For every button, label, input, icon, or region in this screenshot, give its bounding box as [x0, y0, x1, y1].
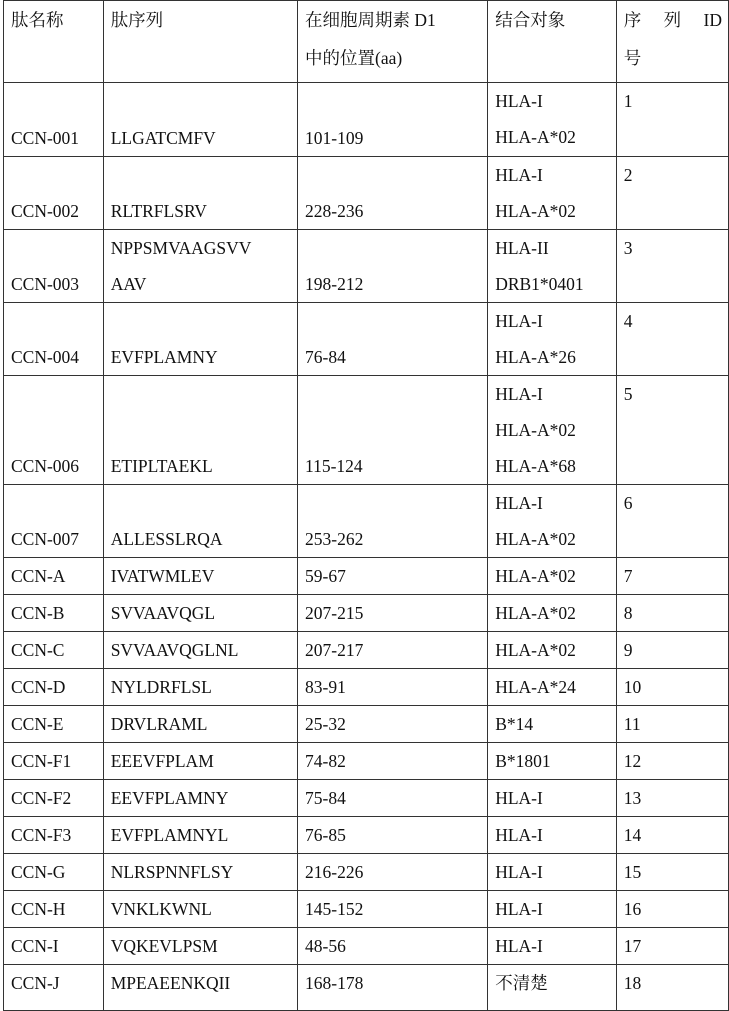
peptide-sequence-cell-text: VNKLKWNL	[111, 891, 291, 927]
peptide-sequence-cell-text: EVFPLAMNYL	[111, 817, 291, 853]
seq-id-cell	[616, 595, 728, 632]
peptide-sequence-cell-text: EEVFPLAMNY	[111, 780, 291, 816]
seq-id-cell-text: 2	[624, 157, 722, 193]
seq-id-cell-text: 4	[624, 303, 722, 339]
table-row	[4, 891, 729, 928]
seq-id-cell-text: 13	[624, 780, 722, 816]
position-cell-text: 207-215	[305, 595, 481, 631]
peptide-name-cell	[4, 706, 104, 743]
position-cell	[298, 230, 488, 303]
position-cell-text: 198-212	[305, 266, 481, 302]
peptide-sequence-cell-text: DRVLRAML	[111, 706, 291, 742]
table-row	[4, 965, 729, 1011]
peptide-sequence-cell-text: LLGATCMFV	[111, 120, 291, 156]
peptide-name-cell	[4, 485, 104, 558]
table-row	[4, 303, 729, 376]
seq-id-cell	[616, 376, 728, 485]
binding-target-cell-text: B*1801	[495, 743, 610, 779]
peptide-sequence-cell	[103, 632, 297, 669]
position-cell	[298, 157, 488, 230]
seq-id-cell-text: 15	[624, 854, 722, 890]
header-text: 结合对象	[495, 1, 610, 39]
binding-target-cell-text: HLA-A*02	[495, 595, 610, 631]
peptide-name-cell-text: CCN-I	[11, 928, 97, 964]
binding-target-cell	[488, 303, 617, 376]
binding-target-cell	[488, 743, 617, 780]
table-row	[4, 558, 729, 595]
table-row	[4, 595, 729, 632]
peptide-sequence-cell	[103, 157, 297, 230]
binding-target-cell	[488, 891, 617, 928]
seq-id-cell-text: 3	[624, 230, 722, 266]
peptide-sequence-cell	[103, 230, 297, 303]
peptide-name-cell-text: CCN-001	[11, 120, 97, 156]
peptide-table	[3, 0, 729, 1011]
peptide-name-cell	[4, 303, 104, 376]
position-cell	[298, 669, 488, 706]
position-cell-text: 216-226	[305, 854, 481, 890]
seq-id-cell	[616, 780, 728, 817]
position-cell	[298, 817, 488, 854]
position-cell-text: 228-236	[305, 193, 481, 229]
binding-target-cell-text: HLA-I	[495, 376, 610, 412]
header-text: 在细胞周期素 D1	[305, 1, 481, 39]
peptide-sequence-cell	[103, 928, 297, 965]
peptide-sequence-cell	[103, 854, 297, 891]
position-cell	[298, 928, 488, 965]
binding-target-cell-text: 不清楚	[495, 965, 610, 1001]
binding-target-cell	[488, 632, 617, 669]
peptide-sequence-cell-text: IVATWMLEV	[111, 558, 291, 594]
peptide-name-cell	[4, 157, 104, 230]
peptide-name-cell	[4, 595, 104, 632]
position-cell	[298, 632, 488, 669]
binding-target-cell-text: HLA-A*02	[495, 119, 610, 155]
binding-target-cell-text: HLA-A*02	[495, 632, 610, 668]
peptide-name-cell-text: CCN-F3	[11, 817, 97, 853]
peptide-name-cell	[4, 743, 104, 780]
binding-target-cell	[488, 83, 617, 157]
peptide-name-cell-text: CCN-002	[11, 193, 97, 229]
peptide-name-cell-text: CCN-F1	[11, 743, 97, 779]
binding-target-cell-text: HLA-I	[495, 928, 610, 964]
header-binding-target	[488, 1, 617, 83]
binding-target-cell	[488, 854, 617, 891]
position-cell-text: 25-32	[305, 706, 481, 742]
position-cell-text: 76-84	[305, 339, 481, 375]
table-row	[4, 928, 729, 965]
seq-id-cell	[616, 706, 728, 743]
peptide-name-cell-text: CCN-G	[11, 854, 97, 890]
peptide-name-cell-text: CCN-D	[11, 669, 97, 705]
seq-id-cell-text: 16	[624, 891, 722, 927]
binding-target-cell	[488, 157, 617, 230]
table-row	[4, 706, 729, 743]
peptide-sequence-cell-text: ALLESSLRQA	[111, 521, 291, 557]
seq-id-cell	[616, 854, 728, 891]
peptide-name-cell-text: CCN-006	[11, 448, 97, 484]
binding-target-cell-text: HLA-II	[495, 230, 610, 266]
table-row	[4, 83, 729, 157]
peptide-name-cell	[4, 669, 104, 706]
seq-id-cell-text: 11	[624, 706, 722, 742]
peptide-sequence-cell-text: NLRSPNNFLSY	[111, 854, 291, 890]
position-cell	[298, 965, 488, 1011]
position-cell	[298, 891, 488, 928]
seq-id-cell-text: 7	[624, 558, 722, 594]
seq-id-cell	[616, 157, 728, 230]
peptide-sequence-cell-text: EEEVFPLAM	[111, 743, 291, 779]
peptide-name-cell	[4, 965, 104, 1011]
position-cell	[298, 485, 488, 558]
binding-target-cell-text: HLA-I	[495, 303, 610, 339]
peptide-name-cell-text: CCN-H	[11, 891, 97, 927]
seq-id-cell	[616, 891, 728, 928]
seq-id-cell-text: 5	[624, 376, 722, 412]
peptide-name-cell-text: CCN-C	[11, 632, 97, 668]
binding-target-cell-text: HLA-A*02	[495, 193, 610, 229]
table-row	[4, 780, 729, 817]
peptide-name-cell-text: CCN-J	[11, 965, 97, 1001]
position-cell	[298, 83, 488, 157]
binding-target-cell-text: DRB1*0401	[495, 266, 610, 302]
peptide-name-cell-text: CCN-004	[11, 339, 97, 375]
binding-target-cell-text: HLA-I	[495, 817, 610, 853]
binding-target-cell	[488, 230, 617, 303]
seq-id-cell	[616, 817, 728, 854]
peptide-name-cell	[4, 928, 104, 965]
seq-id-cell	[616, 485, 728, 558]
seq-id-cell	[616, 928, 728, 965]
peptide-name-cell	[4, 230, 104, 303]
header-row	[4, 1, 729, 83]
table-row	[4, 854, 729, 891]
peptide-sequence-cell-text: AAV	[111, 266, 291, 302]
binding-target-cell-text: HLA-A*02	[495, 521, 610, 557]
binding-target-cell	[488, 376, 617, 485]
peptide-name-cell	[4, 854, 104, 891]
seq-id-cell	[616, 965, 728, 1011]
position-cell-text: 83-91	[305, 669, 481, 705]
peptide-sequence-cell-text: RLTRFLSRV	[111, 193, 291, 229]
peptide-sequence-cell	[103, 706, 297, 743]
position-cell	[298, 743, 488, 780]
header-position	[298, 1, 488, 83]
peptide-name-cell	[4, 632, 104, 669]
peptide-name-cell	[4, 817, 104, 854]
binding-target-cell-text: HLA-I	[495, 854, 610, 890]
peptide-name-cell	[4, 83, 104, 157]
binding-target-cell-text: HLA-I	[495, 83, 610, 119]
binding-target-cell-text: HLA-I	[495, 891, 610, 927]
position-cell	[298, 780, 488, 817]
seq-id-cell	[616, 632, 728, 669]
position-cell	[298, 706, 488, 743]
position-cell	[298, 558, 488, 595]
position-cell-text: 168-178	[305, 965, 481, 1001]
header-text: 序 列 ID	[624, 1, 722, 39]
header-peptide-sequence	[103, 1, 297, 83]
peptide-sequence-cell	[103, 669, 297, 706]
position-cell-text: 145-152	[305, 891, 481, 927]
binding-target-cell-text: B*14	[495, 706, 610, 742]
binding-target-cell	[488, 817, 617, 854]
seq-id-cell-text: 9	[624, 632, 722, 668]
peptide-sequence-cell	[103, 743, 297, 780]
peptide-name-cell-text: CCN-B	[11, 595, 97, 631]
position-cell-text: 207-217	[305, 632, 481, 668]
binding-target-cell	[488, 706, 617, 743]
table-row	[4, 376, 729, 485]
position-cell-text: 48-56	[305, 928, 481, 964]
binding-target-cell-text: HLA-A*26	[495, 339, 610, 375]
peptide-name-cell-text: CCN-F2	[11, 780, 97, 816]
binding-target-cell	[488, 780, 617, 817]
peptide-name-cell	[4, 376, 104, 485]
peptide-name-cell	[4, 891, 104, 928]
peptide-sequence-cell-text: ETIPLTAEKL	[111, 448, 291, 484]
seq-id-cell	[616, 669, 728, 706]
position-cell-text: 101-109	[305, 120, 481, 156]
position-cell	[298, 595, 488, 632]
seq-id-cell-text: 17	[624, 928, 722, 964]
table-row	[4, 157, 729, 230]
seq-id-cell	[616, 743, 728, 780]
position-cell	[298, 376, 488, 485]
binding-target-cell	[488, 928, 617, 965]
header-text: 中的位置(aa)	[305, 39, 481, 77]
peptide-sequence-cell-text: SVVAAVQGL	[111, 595, 291, 631]
position-cell	[298, 303, 488, 376]
seq-id-cell	[616, 303, 728, 376]
peptide-sequence-cell	[103, 83, 297, 157]
binding-target-cell	[488, 669, 617, 706]
position-cell-text: 59-67	[305, 558, 481, 594]
peptide-sequence-cell	[103, 376, 297, 485]
seq-id-cell-text: 18	[624, 965, 722, 1001]
position-cell-text: 76-85	[305, 817, 481, 853]
binding-target-cell-text: HLA-A*02	[495, 558, 610, 594]
table-row	[4, 743, 729, 780]
peptide-sequence-cell	[103, 891, 297, 928]
header-text: 号	[624, 39, 722, 77]
binding-target-cell-text: HLA-A*24	[495, 669, 610, 705]
seq-id-cell-text: 6	[624, 485, 722, 521]
binding-target-cell-text: HLA-A*68	[495, 448, 610, 484]
position-cell-text: 74-82	[305, 743, 481, 779]
header-peptide-name	[4, 1, 104, 83]
peptide-sequence-cell	[103, 595, 297, 632]
peptide-sequence-cell	[103, 485, 297, 558]
binding-target-cell	[488, 485, 617, 558]
seq-id-cell	[616, 558, 728, 595]
binding-target-cell	[488, 965, 617, 1011]
peptide-name-cell	[4, 780, 104, 817]
table-body	[4, 1, 729, 1011]
peptide-sequence-cell-text: VQKEVLPSM	[111, 928, 291, 964]
table-row	[4, 669, 729, 706]
position-cell	[298, 854, 488, 891]
seq-id-cell	[616, 83, 728, 157]
seq-id-cell-text: 1	[624, 83, 722, 119]
header-text: 肽序列	[111, 1, 291, 39]
peptide-name-cell-text: CCN-E	[11, 706, 97, 742]
header-seq-id	[616, 1, 728, 83]
peptide-sequence-cell-text: EVFPLAMNY	[111, 339, 291, 375]
binding-target-cell	[488, 595, 617, 632]
peptide-sequence-cell	[103, 780, 297, 817]
seq-id-cell-text: 10	[624, 669, 722, 705]
peptide-name-cell-text: CCN-007	[11, 521, 97, 557]
peptide-name-cell	[4, 558, 104, 595]
peptide-sequence-cell-text: NYLDRFLSL	[111, 669, 291, 705]
seq-id-cell-text: 8	[624, 595, 722, 631]
position-cell-text: 75-84	[305, 780, 481, 816]
table-row	[4, 632, 729, 669]
peptide-name-cell-text: CCN-003	[11, 266, 97, 302]
seq-id-cell-text: 14	[624, 817, 722, 853]
peptide-sequence-cell-text: SVVAAVQGLNL	[111, 632, 291, 668]
peptide-sequence-cell-text: MPEAEENKQII	[111, 965, 291, 1001]
header-text: 肽名称	[11, 1, 97, 39]
seq-id-cell	[616, 230, 728, 303]
table-row	[4, 485, 729, 558]
position-cell-text: 115-124	[305, 448, 481, 484]
table-row	[4, 817, 729, 854]
peptide-name-cell-text: CCN-A	[11, 558, 97, 594]
peptide-sequence-cell	[103, 965, 297, 1011]
table-row	[4, 230, 729, 303]
binding-target-cell-text: HLA-I	[495, 157, 610, 193]
peptide-sequence-cell	[103, 558, 297, 595]
binding-target-cell-text: HLA-I	[495, 780, 610, 816]
binding-target-cell-text: HLA-A*02	[495, 412, 610, 448]
binding-target-cell-text: HLA-I	[495, 485, 610, 521]
position-cell-text: 253-262	[305, 521, 481, 557]
peptide-sequence-cell	[103, 303, 297, 376]
peptide-sequence-cell	[103, 817, 297, 854]
binding-target-cell	[488, 558, 617, 595]
peptide-sequence-cell-text: NPPSMVAAGSVV	[111, 230, 291, 266]
seq-id-cell-text: 12	[624, 743, 722, 779]
